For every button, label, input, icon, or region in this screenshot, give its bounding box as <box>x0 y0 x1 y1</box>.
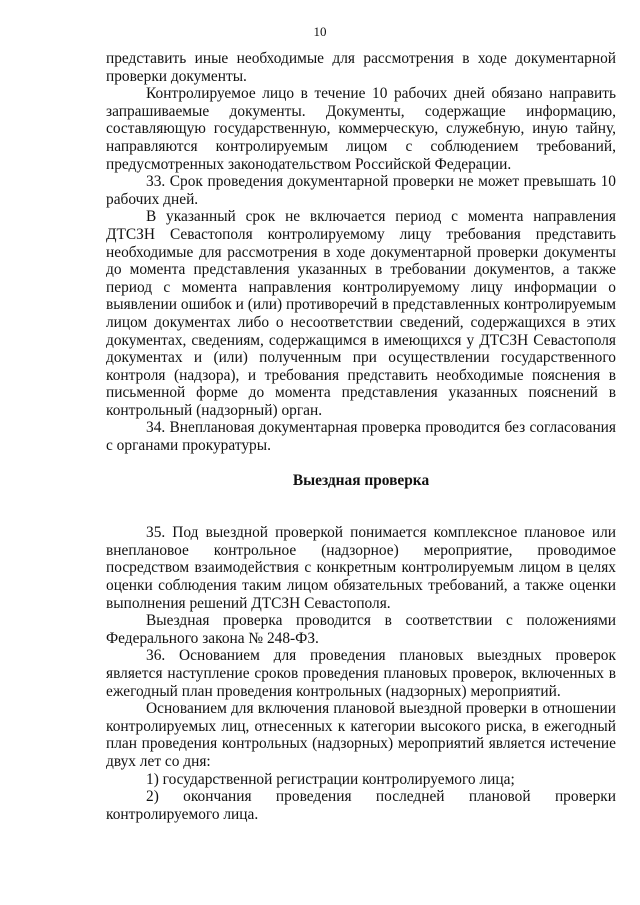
section-after <box>106 524 616 823</box>
page-number: 10 <box>313 24 327 39</box>
paragraph: 34. Внеплановая документарная проверка проводится без согласования с органами прокуратуры. <box>106 419 616 455</box>
paragraph: 35. Под выездной проверкой понимается комплексное плановое или внеплановое контрольное (надзорное) мероприятие, проводимое посредством взаимодействия с конкретным контролируемым лицом в целях оценки соблюдения таким лицом обязательных требований, а также оценки выполнения решений ДТСЗН Севастополя. <box>106 524 616 612</box>
paragraph: представить иные необходимые для рассмотрения в ходе документарной проверки документы. <box>106 50 616 85</box>
paragraph: Контролируемое лицо в течение 10 рабочих дней обязано направить запрашиваемые документы. Документы, содержащие информацию, составляющую государственную, коммерческую, служебную, иную тайну, направляются контролируемым лицом с соблюдением требований, предусмотренных законодательством Российской Федерации. <box>106 85 616 173</box>
document-body <box>106 50 616 823</box>
section-before <box>106 50 616 455</box>
paragraph: 2) окончания проведения последней плановой проверки контролируемого лица. <box>106 788 616 823</box>
paragraph: 36. Основанием для проведения плановых выездных проверок является наступление сроков проведения плановых проверок, включенных в ежегодный план проведения контрольных (надзорных) мероприятий. <box>106 647 616 700</box>
paragraph: В указанный срок не включается период с момента направления ДТСЗН Севастополя контролируемому лицу требования представить необходимые для рассмотрения в ходе документарной проверки документы до момента представления указанных в требовании документов, а также период с момента направления контролируемому лицу информации о выявлении ошибок и (или) противоречий в представленных контролируемым лицом документах либо о несоответствии сведений, содержащихся в этих документах, сведениям, содержащимся в имеющихся у ДТСЗН Севастополя документах и (или) полученным при осуществлении государственного контроля (надзора), и требования представить необходимые пояснения в письменной форме до момента представления указанных пояснений в контрольный (надзорный) орган. <box>106 208 616 419</box>
paragraph: Выездная проверка проводится в соответствии с положениями Федерального закона № 248-ФЗ. <box>106 612 616 647</box>
paragraph: 33. Срок проведения документарной проверки не может превышать 10 рабочих дней. <box>106 173 616 208</box>
section-heading: Выездная проверка <box>292 471 430 489</box>
paragraph: 1) государственной регистрации контролируемого лица; <box>146 770 515 788</box>
paragraph: Основанием для включения плановой выездной проверки в отношении контролируемых лиц, отнесенных к категории высокого риска, в ежегодный план проведения контрольных (надзорных) мероприятий является истечение двух лет со дня: <box>106 700 616 770</box>
